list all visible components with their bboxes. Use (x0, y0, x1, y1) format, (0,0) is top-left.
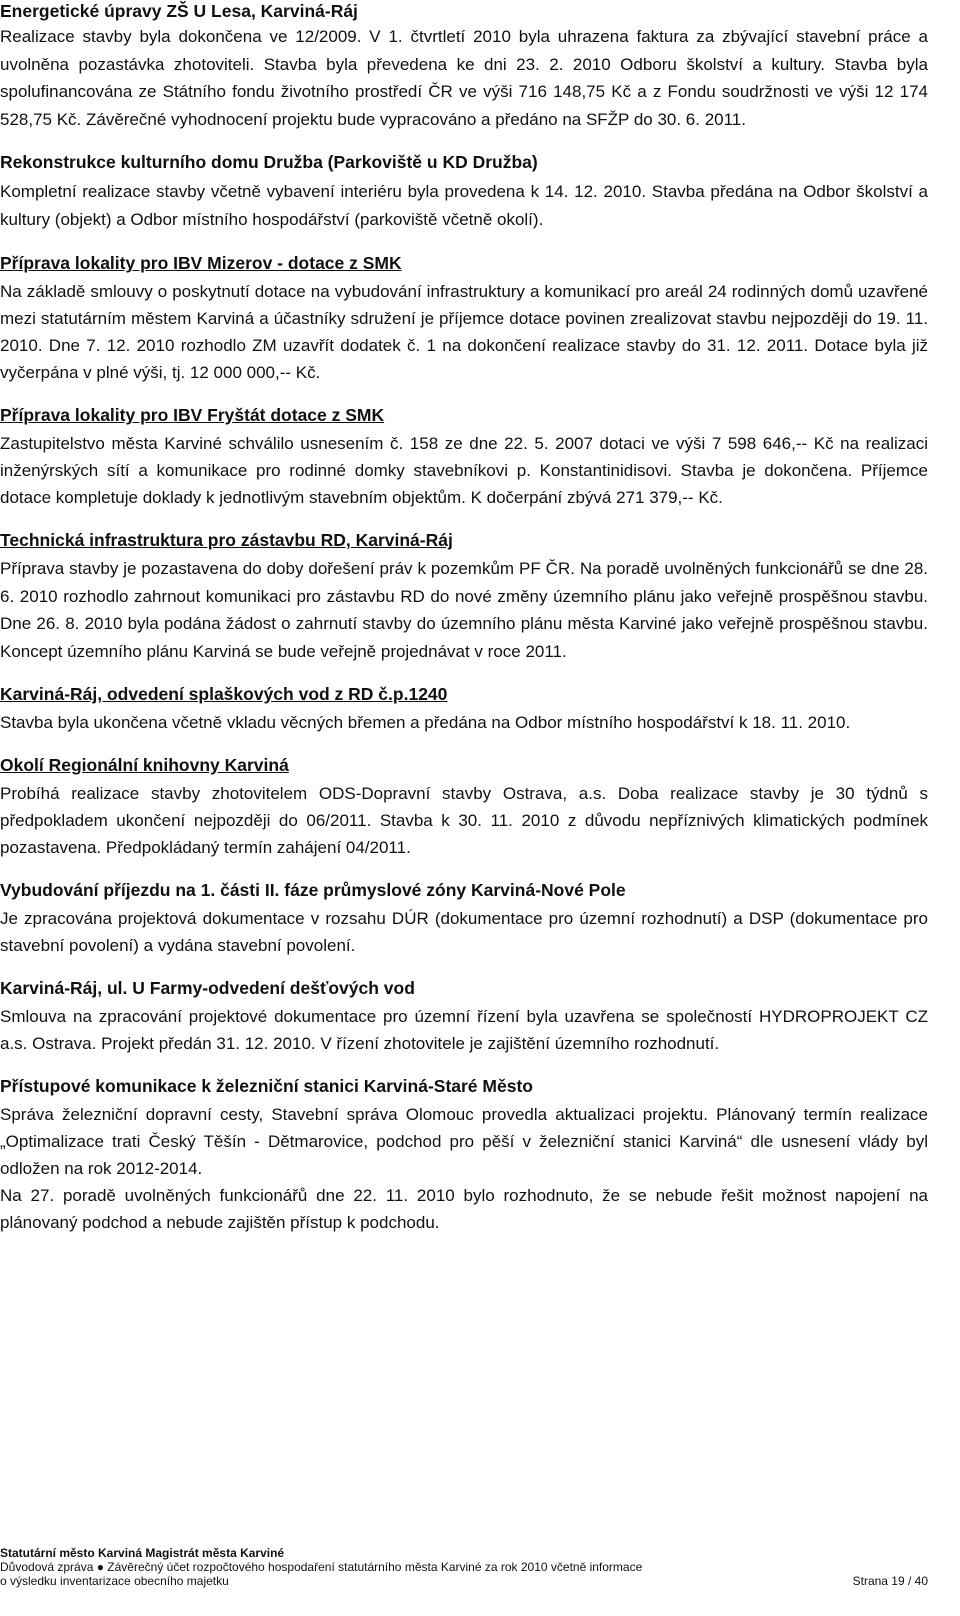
section-heading: Příprava lokality pro IBV Fryštát dotace z SMK (0, 405, 385, 425)
page-number: Strana 19 / 40 (852, 1574, 928, 1588)
footer-document-line-2: o výsledku inventarizace obecního majetku (0, 1574, 229, 1588)
page-footer (0, 1546, 928, 1588)
section-kd-druzba (0, 151, 928, 234)
footer-last-row (0, 1574, 928, 1588)
section-text: Příprava stavby je pozastavena do doby dořešení práv k pozemkům PF ČR. Na poradě uvolněných funkcionářů se dne 28. 6. 2010 rozhodlo zahrnout komunikaci pro zástavbu RD do nové změny územního plánu jako veřejně prospěšnou stavbu. Dne 26. 8. 2010 byla podána žádost o zahrnutí stavby do územního plánu města Karviné jako veřejně prospěšnou stavbu. Koncept územního plánu Karviná se bude veřejně projednávat v roce 2011. (0, 559, 928, 661)
section-destove-vody (0, 977, 928, 1057)
section-text: Probíhá realizace stavby zhotovitelem ODS-Dopravní stavby Ostrava, a.s. Doba realizace stavby je 30 týdnů s předpokladem ukončení nejpozději do 06/2011. Stavba k 30. 11. 2010 z důvodu nepříznivých klimatických podmínek pozastavena. Předpokládaný termín zahájení 04/2011. (0, 784, 928, 857)
section-heading: Karviná-Ráj, ul. U Farmy-odvedení dešťových vod (0, 978, 415, 998)
section-text: Na základě smlouvy o poskytnutí dotace na vybudování infrastruktury a komunikací pro areál 24 rodinných domů uzavřené mezi statutárním městem Karviná a účastníky sdružení je příjemce dotace povinen zrealizovat stavbu nejpozději do 19. 11. 2010. Dne 7. 12. 2010 rozhodlo ZM uzavřít dodatek č. 1 na dokončení realizace stavby do 31. 12. 2011. Dotace byla již vyčerpána v plné výši, tj. 12 000 000,-- Kč. (0, 282, 928, 382)
section-heading: Okolí Regionální knihovny Karviná (0, 755, 289, 775)
section-text: Zastupitelstvo města Karviné schválilo usnesením č. 158 ze dne 22. 5. 2007 dotaci ve výši 7 598 646,-- Kč na realizaci inženýrských sítí a komunikace pro rodinné domky stavebníkovi p. Konstantinidisovi. Stavba je dokončena. Příjemce dotace kompletuje doklady k jednotlivým stavebním objektům. K dočerpání zbývá 271 379,-- Kč. (0, 434, 928, 507)
section-ibv-frystat (0, 404, 928, 511)
section-text: Stavba byla ukončena včetně vkladu věcných břemen a předána na Odbor místního hospodářství k 18. 11. 2010. (0, 713, 851, 732)
footer-document-line: Důvodová zpráva ● Závěrečný účet rozpočtového hospodaření statutárního města Karviné za rok 2010 včetně informace (0, 1560, 643, 1574)
section-okoli-knihovny (0, 754, 928, 861)
section-zelezni-stanice (0, 1075, 928, 1236)
section-zs-u-lesa (0, 0, 928, 133)
section-heading: Příprava lokality pro IBV Mizerov - dotace z SMK (0, 253, 402, 273)
section-text: Realizace stavby byla dokončena ve 12/2009. V 1. čtvrtletí 2010 byla uhrazena faktura za zbývající stavební práce a uvolněna pozastávka zhotoviteli. Stavba byla převedena ke dni 23. 2. 2010 Odboru školství a kultury. Stavba byla spolufinancována ze Státního fondu životního prostředí ČR ve výši 716 148,75 Kč a z Fondu soudržnosti ve výši 12 174 528,75 Kč. Závěrečné vyhodnocení projektu bude vypracováno a předáno na SFŽP do 30. 6. 2011. (0, 27, 928, 129)
section-text-2: Na 27. poradě uvolněných funkcionářů dne 22. 11. 2010 bylo rozhodnuto, že se nebude řešit možnost napojení na plánovaný podchod a nebude zajištěn přístup k podchodu. (0, 1186, 928, 1232)
section-heading: Rekonstrukce kulturního domu Družba (Parkoviště u KD Družba) (0, 152, 538, 172)
section-prumyslova-zona (0, 879, 928, 959)
section-heading: Karviná-Ráj, odvedení splaškových vod z RD č.p.1240 (0, 684, 448, 704)
section-heading: Přístupové komunikace k železniční stanici Karviná-Staré Město (0, 1076, 533, 1096)
section-text: Je zpracována projektová dokumentace v rozsahu DÚR (dokumentace pro územní rozhodnutí) a DSP (dokumentace pro stavební povolení) a vydána stavební povolení. (0, 909, 928, 955)
section-heading: Vybudování příjezdu na 1. části II. fáze průmyslové zóny Karviná-Nové Pole (0, 880, 626, 900)
section-splaskove-vody (0, 683, 928, 736)
section-technicka-infrastruktura (0, 529, 928, 665)
section-text: Správa železniční dopravní cesty, Stavební správa Olomouc provedla aktualizaci projektu. Plánovaný termín realizace „Optimalizace trati Český Těšín - Dětmarovice, podchod pro pěší v železniční stanici Karviná“ dle usnesení vlády byl odložen na rok 2012-2014. (0, 1105, 928, 1178)
section-text: Kompletní realizace stavby včetně vybavení interiéru byla provedena k 14. 12. 2010. Stavba předána na Odbor školství a kultury (objekt) a Odbor místního hospodářství (parkoviště včetně okolí). (0, 182, 928, 229)
section-ibv-mizerov (0, 252, 928, 386)
section-text: Smlouva na zpracování projektové dokumentace pro územní řízení byla uzavřena se společností HYDROPROJEKT CZ a.s. Ostrava. Projekt předán 31. 12. 2010. V řízení zhotovitele je zajištění územního rozhodnutí. (0, 1007, 928, 1053)
section-heading: Energetické úpravy ZŠ U Lesa, Karviná-Ráj (0, 1, 358, 21)
footer-organization: Statutární město Karviná Magistrát města Karviné (0, 1546, 285, 1560)
section-heading: Technická infrastruktura pro zástavbu RD, Karviná-Ráj (0, 530, 453, 550)
